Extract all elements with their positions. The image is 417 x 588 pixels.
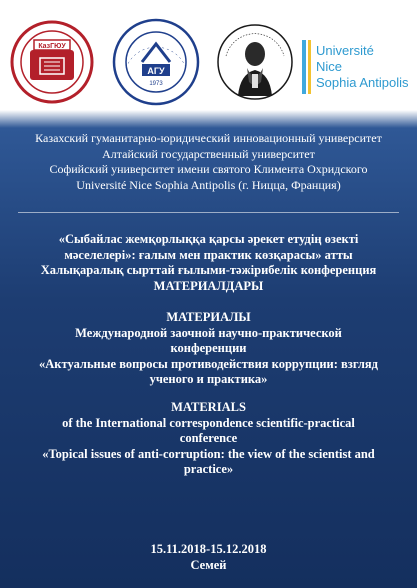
english-line-3: conference	[179, 431, 238, 445]
english-title-block	[20, 400, 397, 478]
kazakh-line-3: Халықаралық сырттай ғылыми-тәжірибелік конференция	[40, 263, 377, 277]
english-line-1: MATERIALS	[171, 400, 246, 414]
kazakh-title-block	[20, 232, 397, 294]
agu-logo-year: 1973	[149, 81, 163, 87]
nice-logo-bar	[302, 40, 306, 94]
nice-logo-accent	[308, 40, 311, 94]
conference-dates: 15.11.2018-15.12.2018	[150, 542, 267, 556]
russian-line-3: конференции	[170, 341, 247, 355]
conference-dates-block	[0, 542, 417, 573]
agu-logo-abbr: АГУ	[147, 66, 165, 76]
kazakh-line-2: мәселелері»: ғалым мен практик көзқарасы» атты	[64, 247, 353, 262]
nice-logo-word1: Université	[316, 43, 374, 58]
university-sofia: Софийский университет имени святого Климента Охридского	[49, 162, 368, 176]
agu-logo	[112, 18, 200, 106]
russian-line-5: ученого и практика»	[149, 372, 268, 386]
kazakh-line-1: «Сыбайлас жемқорлыққа қарсы әрекет етудің өзекті	[58, 232, 359, 246]
sofia-university-logo	[216, 22, 294, 102]
university-agu: Алтайский государственный университет	[102, 146, 315, 161]
nice-logo-word3: Sophia Antipolis	[316, 75, 409, 90]
russian-title-block	[20, 310, 397, 388]
english-line-4: «Topical issues of anti-corruption: the view of the scientist and	[42, 446, 375, 461]
university-list	[0, 131, 417, 193]
kazguu-logo	[10, 20, 94, 104]
russian-line-1: МАТЕРИАЛЫ	[166, 310, 251, 324]
russian-line-4: «Актуальные вопросы противодействия коррупции: взгляд	[39, 356, 378, 371]
kazakh-line-4: МАТЕРИАЛДАРЫ	[153, 278, 264, 293]
conference-city: Семей	[190, 557, 227, 572]
english-line-2: of the International correspondence scientific-practical	[62, 415, 355, 430]
logo-row	[0, 6, 417, 110]
university-nice: Université Nice Sophia Antipolis (г. Ницца, Франция)	[76, 177, 341, 192]
university-kazguu: Казахский гуманитарно-юридический инновационный университет	[35, 131, 382, 145]
nice-logo-word2: Nice	[316, 59, 343, 74]
russian-line-2: Международной заочной научно-практической	[75, 325, 342, 340]
kazguu-logo-text: КазГЮУ	[38, 43, 66, 50]
nice-university-logo	[302, 36, 410, 98]
section-divider	[18, 212, 399, 213]
english-line-5: practice»	[183, 462, 234, 476]
